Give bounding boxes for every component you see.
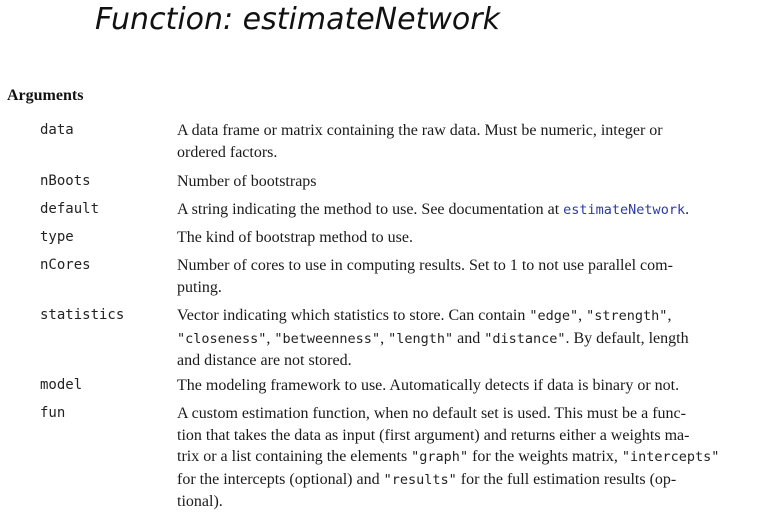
argument-description — [177, 199, 689, 222]
description-text: Number of bootstraps — [177, 173, 317, 190]
description-line — [177, 375, 679, 397]
argument-description — [177, 305, 689, 372]
description-text: tional). — [177, 493, 223, 510]
code-literal: "edge" — [529, 308, 579, 324]
code-literal: "betweenness" — [274, 330, 381, 347]
argument-description — [177, 227, 413, 249]
description-line — [177, 142, 663, 164]
description-line — [177, 328, 689, 351]
description-text: A data frame or matrix containing the raw data. Must be numeric, integer or — [177, 122, 663, 139]
description-line — [177, 305, 689, 328]
argument-description — [177, 255, 673, 298]
description-text: and — [453, 329, 485, 347]
description-text: . — [685, 201, 690, 218]
code-literal: "graph" — [411, 449, 469, 465]
description-text: , — [266, 329, 275, 347]
argument-name: nBoots — [40, 173, 91, 189]
description-line — [177, 403, 719, 425]
arguments-heading: Arguments — [7, 87, 84, 104]
argument-name: statistics — [40, 307, 125, 323]
description-text: A string indicating the method to use. See documentation at — [177, 201, 564, 218]
description-text: for the weights matrix, — [468, 448, 622, 465]
description-text: Number of cores to use in computing results. Set to 1 to not use parallel com- — [177, 257, 673, 274]
description-text: for the full estimation results (op- — [456, 470, 677, 488]
description-line — [177, 491, 719, 513]
description-line — [177, 120, 663, 142]
description-text: The modeling framework to use. Automatically detects if data is binary or not. — [177, 377, 680, 394]
description-text: tion that takes the data as input (first argument) and returns either a weights ma- — [177, 426, 690, 444]
description-line — [177, 446, 719, 469]
description-line — [177, 171, 317, 193]
description-text: , — [380, 329, 389, 347]
description-line — [177, 425, 719, 447]
description-text: A custom estimation function, when no default set is used. This must be a func- — [177, 405, 686, 422]
description-text: trix or a list containing the elements — [177, 448, 412, 465]
description-text: , — [578, 307, 587, 324]
description-text: for the intercepts (optional) and — [177, 470, 384, 488]
code-literal: "intercepts" — [621, 449, 720, 465]
description-text: puting. — [177, 278, 222, 296]
page-title: Function: estimateNetwork — [95, 2, 500, 37]
description-line — [177, 469, 719, 492]
argument-name: default — [40, 201, 100, 217]
description-text: ordered factors. — [177, 143, 278, 161]
description-line — [177, 199, 689, 222]
description-line — [177, 277, 673, 299]
argument-name: fun — [40, 405, 66, 421]
argument-name: type — [40, 229, 74, 245]
description-text: and distance are not stored. — [177, 352, 352, 369]
description-line — [177, 227, 413, 249]
argument-description — [177, 375, 679, 397]
description-text: , — [667, 307, 672, 324]
argument-description — [177, 120, 663, 163]
description-line — [177, 350, 689, 372]
function-link[interactable]: estimateNetwork — [563, 202, 686, 218]
argument-description — [177, 171, 317, 193]
code-literal: "strength" — [586, 308, 668, 324]
code-literal: "distance" — [484, 330, 566, 347]
code-literal: "closeness" — [177, 330, 267, 347]
description-text: The kind of bootstrap method to use. — [177, 229, 413, 246]
description-text: Vector indicating which statistics to store. Can contain — [177, 307, 530, 324]
description-line — [177, 255, 673, 277]
code-literal: "length" — [388, 330, 454, 347]
argument-name: model — [40, 377, 83, 393]
argument-description — [177, 403, 719, 513]
code-literal: "results" — [383, 471, 457, 488]
argument-name: nCores — [40, 257, 91, 273]
argument-name: data — [40, 122, 74, 138]
description-text: . By default, length — [565, 329, 689, 347]
